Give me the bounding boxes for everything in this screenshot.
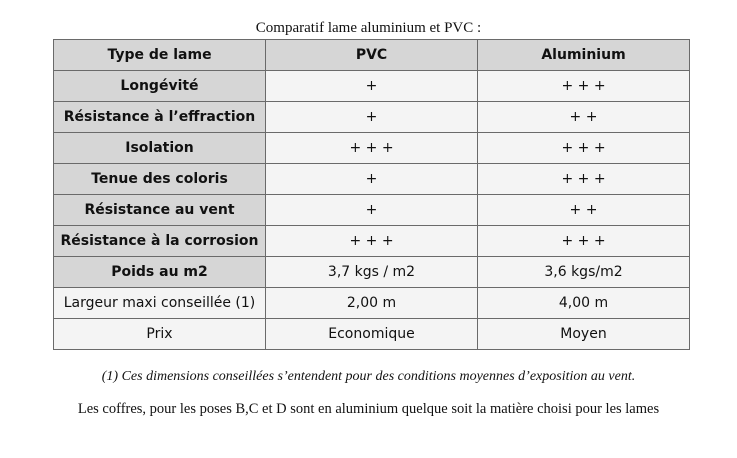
pvc-value: + [266, 164, 478, 195]
pvc-value: + + + [266, 133, 478, 164]
table-row [54, 288, 690, 319]
pvc-value: + [266, 71, 478, 102]
table-row [54, 71, 690, 102]
table-row [54, 102, 690, 133]
table-row [54, 226, 690, 257]
pvc-value: 3,7 kgs / m2 [266, 257, 478, 288]
header-aluminium: Aluminium [478, 40, 690, 71]
header-pvc: PVC [266, 40, 478, 71]
aluminium-value: + + [478, 102, 690, 133]
aluminium-value: + + + [478, 164, 690, 195]
row-label: Largeur maxi conseillée (1) [54, 288, 266, 319]
row-label: Résistance à l’effraction [54, 102, 266, 133]
pvc-value: Economique [266, 319, 478, 350]
page-title: Comparatif lame aluminium et PVC : [255, 20, 482, 36]
comparison-table [53, 39, 690, 350]
row-label: Longévité [54, 71, 266, 102]
aluminium-value: + + + [478, 71, 690, 102]
table-header-row [54, 40, 690, 71]
row-label: Poids au m2 [54, 257, 266, 288]
table-row [54, 257, 690, 288]
header-type-de-lame: Type de lame [54, 40, 266, 71]
pvc-value: + + + [266, 226, 478, 257]
table-row [54, 133, 690, 164]
aluminium-value: Moyen [478, 319, 690, 350]
pvc-value: + [266, 195, 478, 226]
row-label: Résistance à la corrosion [54, 226, 266, 257]
row-label: Prix [54, 319, 266, 350]
footnote: (1) Ces dimensions conseillées s’entendent pour des conditions moyennes d’exposition au vent. [101, 369, 636, 384]
aluminium-value: + + + [478, 133, 690, 164]
row-label: Résistance au vent [54, 195, 266, 226]
row-label: Tenue des coloris [54, 164, 266, 195]
footer-text: Les coffres, pour les poses B,C et D sont en aluminium quelque soit la matière choisi pour les lames [77, 401, 660, 417]
pvc-value: 2,00 m [266, 288, 478, 319]
table-row [54, 195, 690, 226]
pvc-value: + [266, 102, 478, 133]
aluminium-value: 3,6 kgs/m2 [478, 257, 690, 288]
table-row [54, 319, 690, 350]
row-label: Isolation [54, 133, 266, 164]
table-row [54, 164, 690, 195]
aluminium-value: + + [478, 195, 690, 226]
aluminium-value: 4,00 m [478, 288, 690, 319]
aluminium-value: + + + [478, 226, 690, 257]
